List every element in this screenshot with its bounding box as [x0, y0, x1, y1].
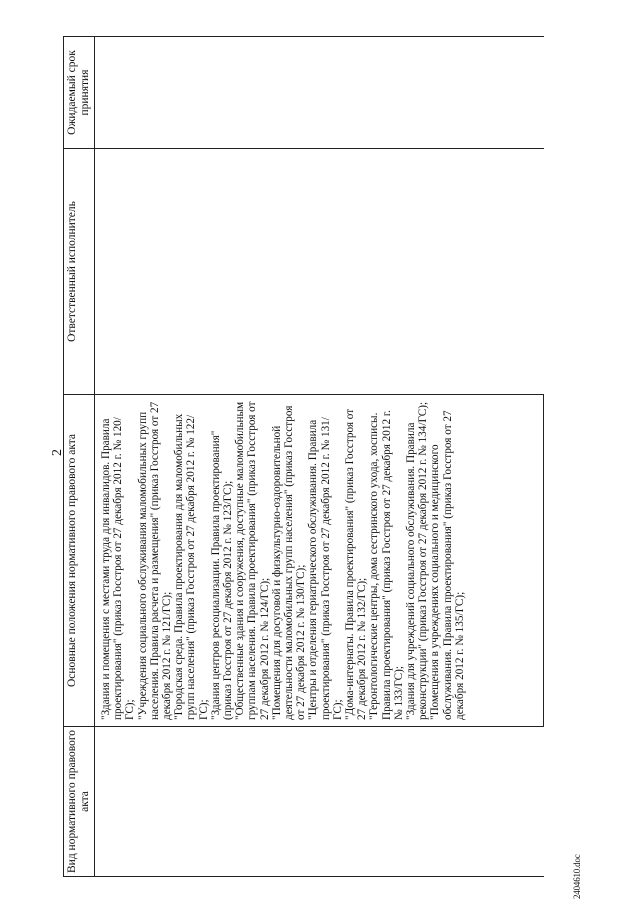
list-item: "Здания центров ресоциализации. Правила проектирования" (приказ Госстроя от 27 декабря 2012 г. № 123/ГС); [209, 430, 235, 720]
cell-expected-date [95, 37, 544, 149]
list-item: "Дома-интернаты. Правила проектирования" (приказ Госстроя от 27 декабря 2012 г. № 132/ГС); [344, 408, 369, 720]
page-number: 2 [50, 449, 65, 456]
regulations-table [63, 36, 544, 877]
header-act-type: Вид нормативного правового акта [64, 727, 95, 877]
list-item: "Здания для учреждений социального обслуживания. Правила реконструкции" (приказ Госстроя от 27 декабря 2012 г. № 134/ГС); [405, 401, 430, 720]
document-filename: 2404610.doc [572, 854, 582, 899]
list-item: "Центры и отделения гериатрического обслуживания. Правила проектирования" (приказ Госстроя от 27 декабря 2012 г. № 131/ГС); [307, 417, 344, 720]
list-item: "Геронтологические центры, дома сестринского ухода, хосписы. Правила проектирования" (приказ Госстроя от 27 декабря 2012 г. № 133/ГС); [368, 410, 405, 720]
cell-main-provisions [95, 395, 544, 727]
cell-act-type [95, 727, 544, 877]
table-header-row [64, 37, 95, 877]
provisions-list [95, 395, 466, 726]
table-row [95, 37, 544, 877]
header-main-provisions: Основные положения нормативного правового акта [64, 395, 95, 727]
header-responsible-executor: Ответственный исполнитель [64, 149, 95, 395]
list-item: "Помещения для досуговой и физкультурно-оздоровительной деятельности маломобильных групп населения" (приказ Госстроя от 27 декабря 2012 г. № 130/ГС); [270, 405, 308, 720]
header-expected-date: Ожидаемый срок принятия [64, 37, 95, 149]
list-item: "Здания и помещения с местами труда для инвалидов. Правила проектирования" (приказ Госстроя от 27 декабря 2012 г. № 120/ГС); [100, 417, 137, 720]
list-item: "Общественные здания и сооружения, доступные маломобильным группам населения. Правила проектирования" (приказ Госстроя от 27 декабря 2012 г. № 124/ГС); [234, 401, 271, 720]
list-item: "Помещения в учреждениях социального и медицинского обслуживания. Правила проектирования" (приказ Госстроя от 27 декабря 2012 г. № 135/ГС); [429, 410, 466, 720]
list-item: "Городская среда. Правила проектирования для маломобильных групп населения" (приказ Госстроя от 27 декабря 2012 г. № 122/ГС); [173, 413, 210, 720]
cell-responsible-executor [95, 149, 544, 395]
list-item: "Учреждения социального обслуживания маломобильных групп населения. Правила расчета и размещения" (приказ Госстроя от 27 декабря 2012 г. № 121/ГС); [136, 401, 174, 720]
